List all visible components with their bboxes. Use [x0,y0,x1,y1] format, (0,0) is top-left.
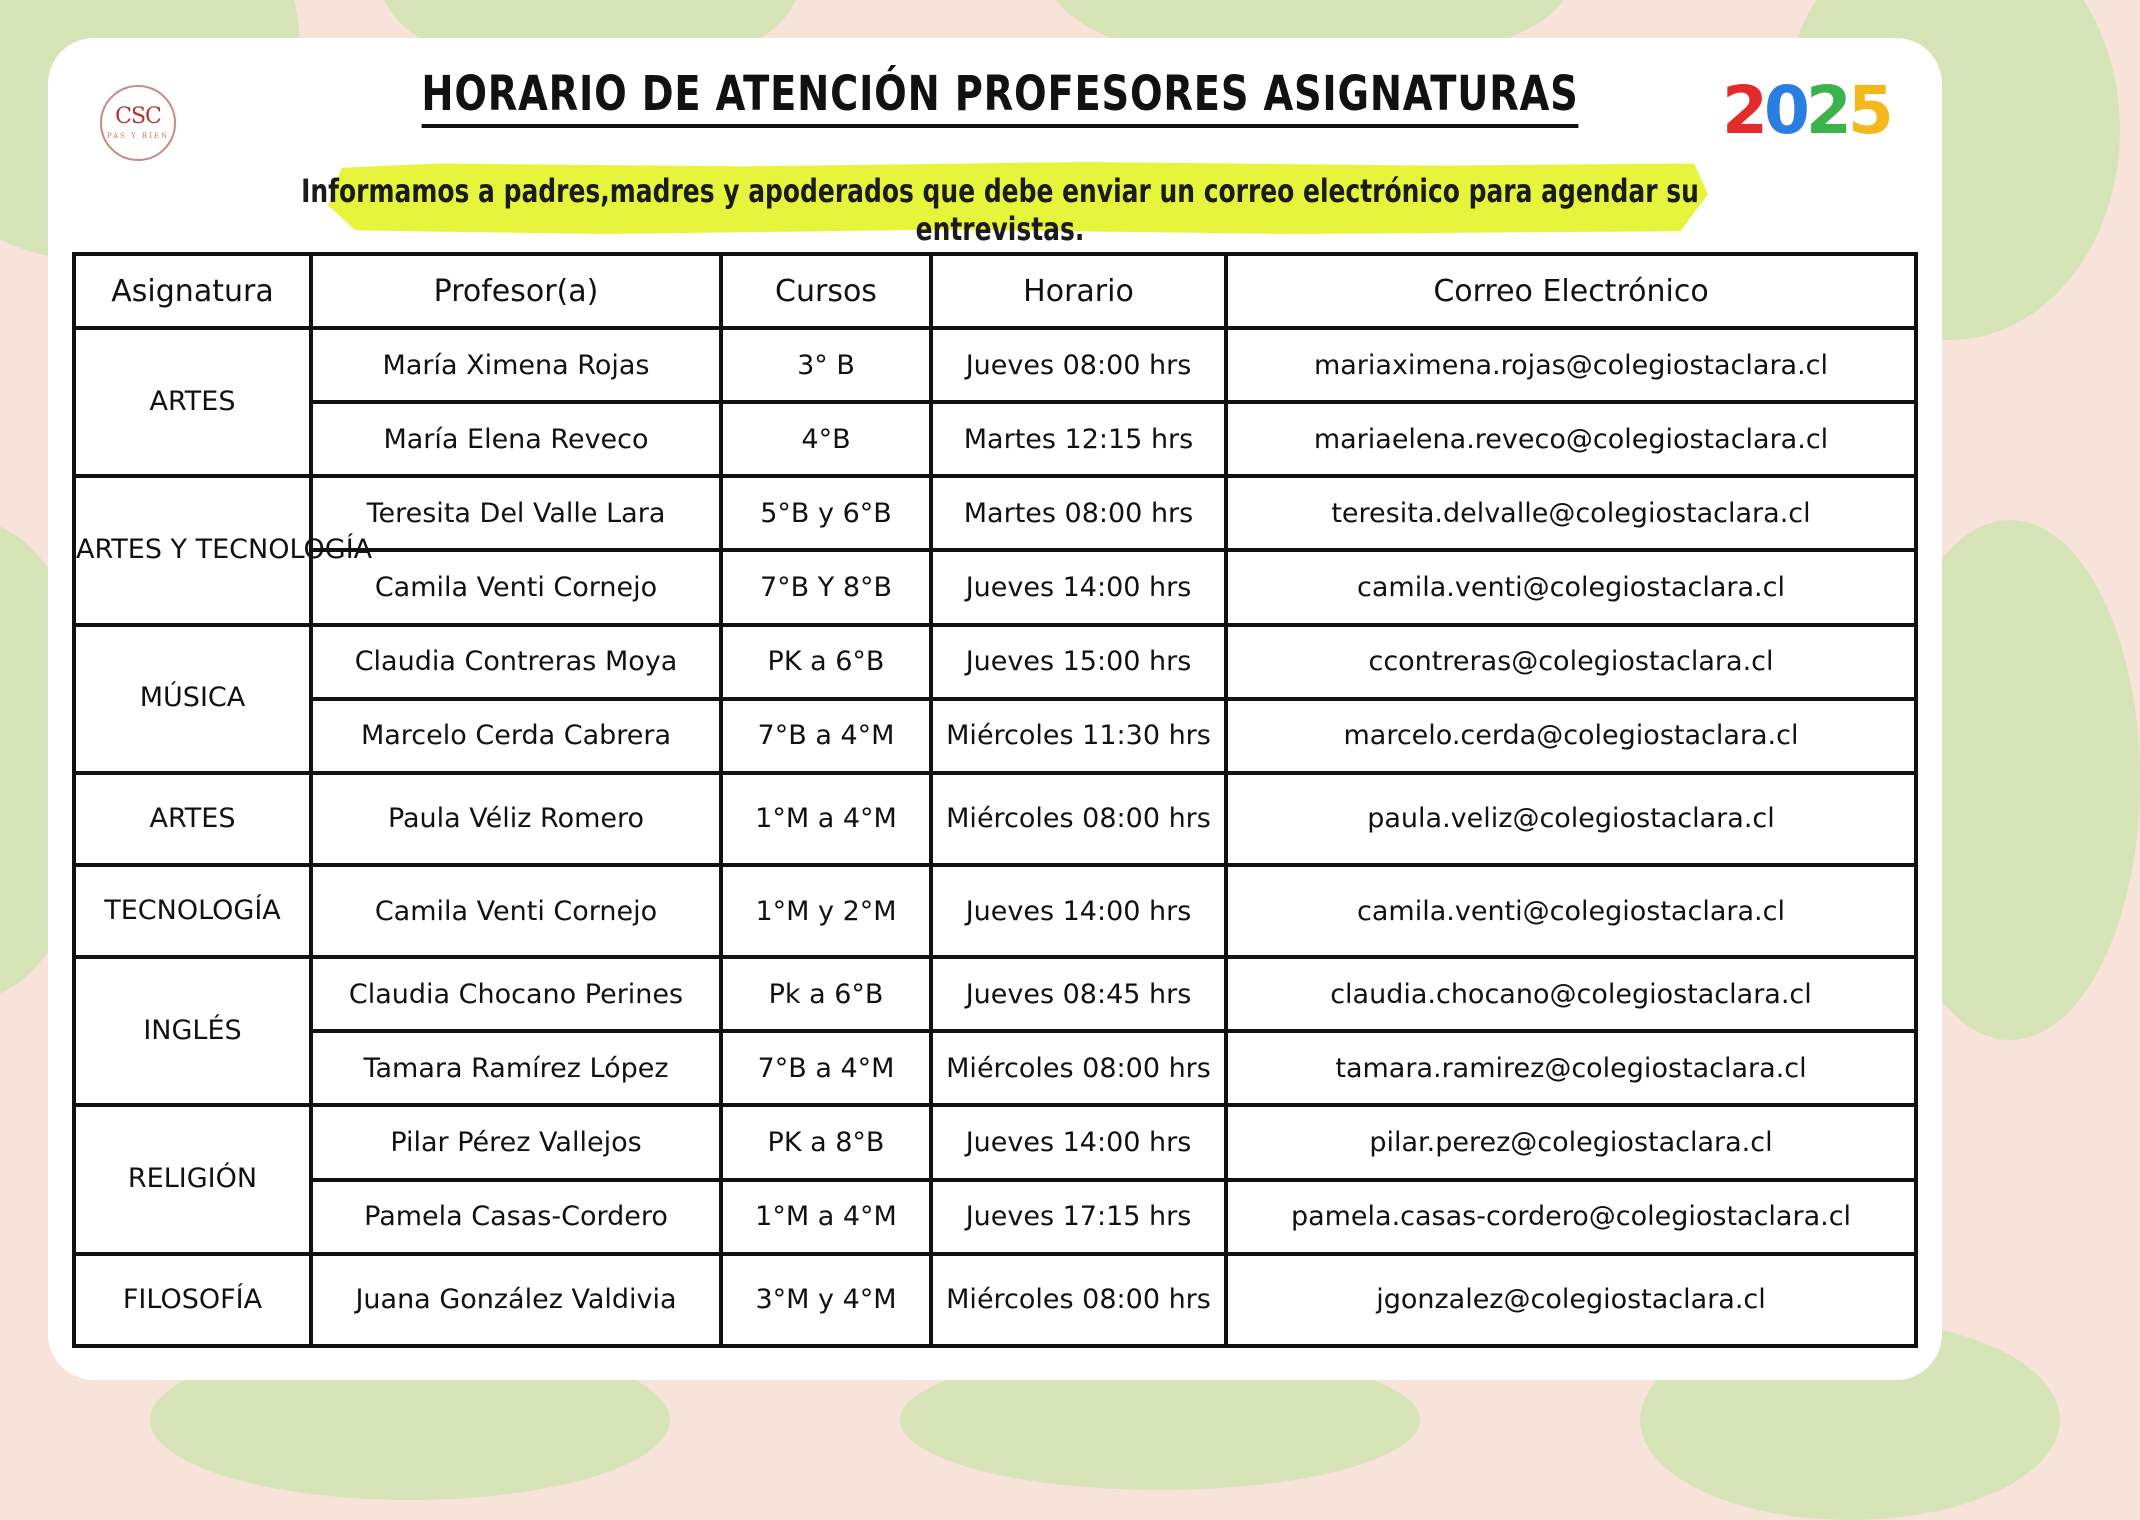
email-cell: teresita.delvalle@colegiostaclara.cl [1226,476,1916,550]
table-row [74,1254,1916,1346]
email-cell: ccontreras@colegiostaclara.cl [1226,625,1916,699]
courses-cell: PK a 6°B [721,625,931,699]
year-digit: 2 [1805,72,1848,149]
teacher-cell: Claudia Chocano Perines [311,957,721,1031]
schedule-cell: Jueves 17:15 hrs [931,1180,1226,1254]
table-header-row [74,254,1916,328]
schedule-cell: Jueves 08:45 hrs [931,957,1226,1031]
table-row [74,476,1916,550]
courses-cell: PK a 8°B [721,1105,931,1179]
schedule-cell: Miércoles 08:00 hrs [931,773,1226,865]
teacher-cell: María Elena Reveco [311,402,721,476]
email-cell: marcelo.cerda@colegiostaclara.cl [1226,699,1916,773]
table-row [74,699,1916,773]
subject-cell: RELIGIÓN [74,1105,311,1253]
courses-cell: 5°B y 6°B [721,476,931,550]
schedule-cell: Miércoles 11:30 hrs [931,699,1226,773]
year-digit: 5 [1847,72,1890,149]
table-row [74,1105,1916,1179]
courses-cell: 7°B Y 8°B [721,550,931,624]
schedule-cell: Jueves 14:00 hrs [931,1105,1226,1179]
teacher-cell: Pilar Pérez Vallejos [311,1105,721,1179]
email-cell: pamela.casas-cordero@colegiostaclara.cl [1226,1180,1916,1254]
schedule-cell: Miércoles 08:00 hrs [931,1254,1226,1346]
schedule-cell: Martes 08:00 hrs [931,476,1226,550]
table-row [74,773,1916,865]
table-row [74,957,1916,1031]
table-row [74,625,1916,699]
table-row [74,328,1916,402]
table-row [74,402,1916,476]
email-cell: camila.venti@colegiostaclara.cl [1226,865,1916,957]
teacher-cell: Camila Venti Cornejo [311,865,721,957]
email-cell: pilar.perez@colegiostaclara.cl [1226,1105,1916,1179]
schedule-cell: Jueves 14:00 hrs [931,865,1226,957]
teacher-cell: Paula Véliz Romero [311,773,721,865]
email-cell: mariaelena.reveco@colegiostaclara.cl [1226,402,1916,476]
table-row [74,865,1916,957]
email-cell: paula.veliz@colegiostaclara.cl [1226,773,1916,865]
subject-cell: ARTES [74,773,311,865]
courses-cell: 1°M a 4°M [721,1180,931,1254]
page-title: HORARIO DE ATENCIÓN PROFESORES ASIGNATURAS [200,66,1800,122]
teacher-cell: Teresita Del Valle Lara [311,476,721,550]
teacher-cell: Pamela Casas-Cordero [311,1180,721,1254]
courses-cell: 7°B a 4°M [721,1031,931,1105]
courses-cell: 1°M y 2°M [721,865,931,957]
subject-cell: INGLÉS [74,957,311,1105]
subject-cell: ARTES [74,328,311,476]
subject-cell: TECNOLOGÍA [74,865,311,957]
email-cell: mariaximena.rojas@colegiostaclara.cl [1226,328,1916,402]
teacher-cell: Marcelo Cerda Cabrera [311,699,721,773]
logo-text: CSC [115,104,161,129]
table-row [74,1180,1916,1254]
school-logo [100,85,176,161]
schedule-cell: Miércoles 08:00 hrs [931,1031,1226,1105]
courses-cell: Pk a 6°B [721,957,931,1031]
header-email: Correo Electrónico [1226,254,1916,328]
teacher-cell: María Ximena Rojas [311,328,721,402]
header-subject: Asignatura [74,254,311,328]
schedule-cell: Jueves 15:00 hrs [931,625,1226,699]
email-cell: jgonzalez@colegiostaclara.cl [1226,1254,1916,1346]
table-row [74,1031,1916,1105]
courses-cell: 3°M y 4°M [721,1254,931,1346]
courses-cell: 7°B a 4°M [721,699,931,773]
courses-cell: 1°M a 4°M [721,773,931,865]
subject-cell: FILOSOFÍA [74,1254,311,1346]
header-teacher: Profesor(a) [311,254,721,328]
schedule-cell: Jueves 08:00 hrs [931,328,1226,402]
email-cell: claudia.chocano@colegiostaclara.cl [1226,957,1916,1031]
schedule-cell: Martes 12:15 hrs [931,402,1226,476]
email-cell: tamara.ramirez@colegiostaclara.cl [1226,1031,1916,1105]
header-schedule: Horario [931,254,1226,328]
header-courses: Cursos [721,254,931,328]
year-badge [1722,72,1890,149]
schedule-table [72,252,1918,1348]
teacher-cell: Tamara Ramírez López [311,1031,721,1105]
notice-text: Informamos a padres,madres y apoderados que debe enviar un correo electrónico para agendar su entrevistas. [301,172,1699,248]
logo-subtext: PAS Y BIEN [106,132,170,140]
year-digit: 0 [1763,72,1806,149]
courses-cell: 3° B [721,328,931,402]
subject-cell: ARTES Y TECNOLOGÍA [74,476,311,624]
teacher-cell: Claudia Contreras Moya [311,625,721,699]
year-digit: 2 [1722,72,1764,149]
courses-cell: 4°B [721,402,931,476]
subject-cell: MÚSICA [74,625,311,773]
teacher-cell: Camila Venti Cornejo [311,550,721,624]
teacher-cell: Juana González Valdivia [311,1254,721,1346]
schedule-cell: Jueves 14:00 hrs [931,550,1226,624]
email-cell: camila.venti@colegiostaclara.cl [1226,550,1916,624]
